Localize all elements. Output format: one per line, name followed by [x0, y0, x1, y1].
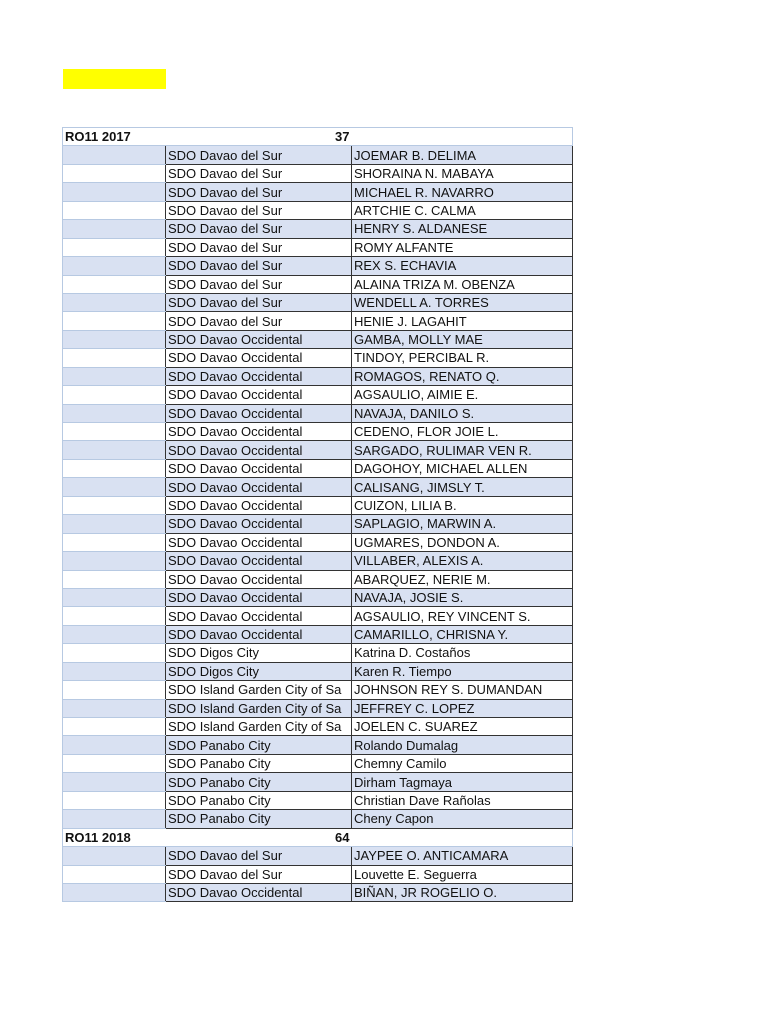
office-cell[interactable]: SDO Panabo City — [166, 736, 352, 754]
table-row — [63, 367, 573, 385]
name-cell[interactable]: ROMAGOS, RENATO Q. — [352, 367, 573, 385]
name-cell[interactable]: WENDELL A. TORRES — [352, 293, 573, 311]
spreadsheet-body — [63, 128, 573, 902]
office-cell[interactable]: SDO Davao Occidental — [166, 404, 352, 422]
office-cell[interactable]: SDO Digos City — [166, 644, 352, 662]
empty-cell[interactable] — [63, 146, 166, 164]
name-cell[interactable]: Katrina D. Costaños — [352, 644, 573, 662]
table-row — [63, 275, 573, 293]
table-row — [63, 699, 573, 717]
table-row — [63, 662, 573, 680]
empty-cell[interactable] — [63, 754, 166, 772]
name-cell[interactable]: ROMY ALFANTE — [352, 238, 573, 256]
office-cell[interactable]: SDO Davao del Sur — [166, 847, 352, 865]
table-row — [63, 220, 573, 238]
name-cell[interactable]: JEFFREY C. LOPEZ — [352, 699, 573, 717]
empty-cell[interactable] — [63, 552, 166, 570]
office-cell[interactable]: SDO Davao Occidental — [166, 496, 352, 514]
office-cell[interactable]: SDO Davao del Sur — [166, 257, 352, 275]
group-count-cell[interactable]: 64 — [166, 828, 352, 846]
table-row — [63, 146, 573, 164]
office-cell[interactable]: SDO Island Garden City of Sa — [166, 699, 352, 717]
office-cell[interactable]: SDO Davao del Sur — [166, 293, 352, 311]
table-row — [63, 183, 573, 201]
empty-cell[interactable] — [63, 386, 166, 404]
name-cell[interactable]: BIÑAN, JR ROGELIO O. — [352, 883, 573, 901]
table-row — [63, 883, 573, 901]
name-cell[interactable]: GAMBA, MOLLY MAE — [352, 330, 573, 348]
table-row — [63, 312, 573, 330]
empty-cell[interactable] — [352, 828, 573, 846]
name-cell[interactable]: REX S. ECHAVIA — [352, 257, 573, 275]
empty-cell[interactable] — [63, 736, 166, 754]
office-cell[interactable]: SDO Davao del Sur — [166, 146, 352, 164]
empty-cell[interactable] — [63, 423, 166, 441]
table-row — [63, 496, 573, 514]
table-row — [63, 164, 573, 182]
name-cell[interactable]: Dirham Tagmaya — [352, 773, 573, 791]
table-row — [63, 386, 573, 404]
highlighted-cell[interactable] — [63, 69, 166, 89]
group-header-row — [63, 828, 573, 846]
group-count-cell[interactable]: 37 — [166, 128, 352, 146]
table-row — [63, 423, 573, 441]
empty-cell[interactable] — [63, 718, 166, 736]
table-row — [63, 478, 573, 496]
office-cell[interactable]: SDO Panabo City — [166, 791, 352, 809]
name-cell[interactable]: CEDENO, FLOR JOIE L. — [352, 423, 573, 441]
empty-cell[interactable] — [63, 570, 166, 588]
empty-cell[interactable] — [63, 404, 166, 422]
table-row — [63, 570, 573, 588]
office-cell[interactable]: SDO Davao Occidental — [166, 367, 352, 385]
empty-cell[interactable] — [63, 293, 166, 311]
name-cell[interactable]: Christian Dave Rañolas — [352, 791, 573, 809]
table-row — [63, 238, 573, 256]
name-cell[interactable]: NAVAJA, JOSIE S. — [352, 588, 573, 606]
table-row — [63, 773, 573, 791]
table-row — [63, 847, 573, 865]
name-cell[interactable]: CALISANG, JIMSLY T. — [352, 478, 573, 496]
table-row — [63, 736, 573, 754]
name-cell[interactable]: SAPLAGIO, MARWIN A. — [352, 515, 573, 533]
office-cell[interactable]: SDO Davao del Sur — [166, 220, 352, 238]
empty-cell[interactable] — [63, 644, 166, 662]
empty-cell[interactable] — [63, 810, 166, 828]
table-row — [63, 681, 573, 699]
office-cell[interactable]: SDO Davao Occidental — [166, 459, 352, 477]
empty-cell[interactable] — [63, 478, 166, 496]
group-header-row — [63, 128, 573, 146]
name-cell[interactable]: DAGOHOY, MICHAEL ALLEN — [352, 459, 573, 477]
name-cell[interactable]: CAMARILLO, CHRISNA Y. — [352, 625, 573, 643]
office-cell[interactable]: SDO Davao Occidental — [166, 515, 352, 533]
office-cell[interactable]: SDO Panabo City — [166, 810, 352, 828]
empty-cell[interactable] — [63, 607, 166, 625]
office-cell[interactable]: SDO Davao Occidental — [166, 349, 352, 367]
empty-cell[interactable] — [63, 183, 166, 201]
group-label-cell[interactable]: RO11 2018 — [63, 828, 166, 846]
name-cell[interactable]: CUIZON, LILIA B. — [352, 496, 573, 514]
empty-cell[interactable] — [63, 496, 166, 514]
group-label-cell[interactable]: RO11 2017 — [63, 128, 166, 146]
name-cell[interactable]: JOEMAR B. DELIMA — [352, 146, 573, 164]
empty-cell[interactable] — [63, 865, 166, 883]
office-cell[interactable]: SDO Davao del Sur — [166, 164, 352, 182]
name-cell[interactable]: ARTCHIE C. CALMA — [352, 201, 573, 219]
empty-cell[interactable] — [63, 349, 166, 367]
name-cell[interactable]: TINDOY, PERCIBAL R. — [352, 349, 573, 367]
table-row — [63, 441, 573, 459]
empty-cell[interactable] — [63, 625, 166, 643]
empty-cell[interactable] — [63, 330, 166, 348]
office-cell[interactable]: SDO Davao Occidental — [166, 883, 352, 901]
name-cell[interactable]: ABARQUEZ, NERIE M. — [352, 570, 573, 588]
table-row — [63, 201, 573, 219]
office-cell[interactable]: SDO Davao del Sur — [166, 201, 352, 219]
office-cell[interactable]: SDO Panabo City — [166, 754, 352, 772]
name-cell[interactable]: VILLABER, ALEXIS A. — [352, 552, 573, 570]
office-cell[interactable]: SDO Davao del Sur — [166, 275, 352, 293]
name-cell[interactable]: HENRY S. ALDANESE — [352, 220, 573, 238]
table-row — [63, 459, 573, 477]
office-cell[interactable]: SDO Panabo City — [166, 773, 352, 791]
table-row — [63, 330, 573, 348]
empty-cell[interactable] — [63, 773, 166, 791]
table-row — [63, 754, 573, 772]
name-cell[interactable]: Rolando Dumalag — [352, 736, 573, 754]
table-row — [63, 644, 573, 662]
empty-cell[interactable] — [63, 275, 166, 293]
table-row — [63, 404, 573, 422]
office-cell[interactable]: SDO Davao Occidental — [166, 625, 352, 643]
empty-cell[interactable] — [63, 662, 166, 680]
name-cell[interactable]: ALAINA TRIZA M. OBENZA — [352, 275, 573, 293]
table-row — [63, 625, 573, 643]
empty-cell[interactable] — [63, 588, 166, 606]
office-cell[interactable]: SDO Davao Occidental — [166, 552, 352, 570]
office-cell[interactable]: SDO Davao del Sur — [166, 183, 352, 201]
empty-cell[interactable] — [352, 128, 573, 146]
table-row — [63, 257, 573, 275]
office-cell[interactable]: SDO Davao del Sur — [166, 865, 352, 883]
name-cell[interactable]: JOELEN C. SUAREZ — [352, 718, 573, 736]
office-cell[interactable]: SDO Digos City — [166, 662, 352, 680]
empty-cell[interactable] — [63, 220, 166, 238]
name-cell[interactable]: Karen R. Tiempo — [352, 662, 573, 680]
table-row — [63, 293, 573, 311]
table-row — [63, 718, 573, 736]
office-cell[interactable]: SDO Davao Occidental — [166, 330, 352, 348]
table-row — [63, 552, 573, 570]
empty-cell[interactable] — [63, 533, 166, 551]
empty-cell[interactable] — [63, 201, 166, 219]
name-cell[interactable]: JAYPEE O. ANTICAMARA — [352, 847, 573, 865]
office-cell[interactable]: SDO Davao Occidental — [166, 386, 352, 404]
table-row — [63, 865, 573, 883]
table-row — [63, 349, 573, 367]
office-cell[interactable]: SDO Davao Occidental — [166, 478, 352, 496]
table-row — [63, 791, 573, 809]
empty-cell[interactable] — [63, 681, 166, 699]
name-cell[interactable]: MICHAEL R. NAVARRO — [352, 183, 573, 201]
name-cell[interactable]: AGSAULIO, REY VINCENT S. — [352, 607, 573, 625]
name-cell[interactable]: Cheny Capon — [352, 810, 573, 828]
office-cell[interactable]: SDO Davao Occidental — [166, 607, 352, 625]
empty-cell[interactable] — [63, 791, 166, 809]
table-row — [63, 607, 573, 625]
table-row — [63, 515, 573, 533]
name-cell[interactable]: Louvette E. Seguerra — [352, 865, 573, 883]
empty-cell[interactable] — [63, 847, 166, 865]
name-cell[interactable]: JOHNSON REY S. DUMANDAN — [352, 681, 573, 699]
name-cell[interactable]: UGMARES, DONDON A. — [352, 533, 573, 551]
name-cell[interactable]: NAVAJA, DANILO S. — [352, 404, 573, 422]
empty-cell[interactable] — [63, 515, 166, 533]
name-cell[interactable]: HENIE J. LAGAHIT — [352, 312, 573, 330]
empty-cell[interactable] — [63, 367, 166, 385]
office-cell[interactable]: SDO Davao Occidental — [166, 533, 352, 551]
empty-cell[interactable] — [63, 257, 166, 275]
empty-cell[interactable] — [63, 238, 166, 256]
spreadsheet-table — [62, 127, 573, 902]
empty-cell[interactable] — [63, 459, 166, 477]
office-cell[interactable]: SDO Davao Occidental — [166, 588, 352, 606]
name-cell[interactable]: Chemny Camilo — [352, 754, 573, 772]
office-cell[interactable]: SDO Island Garden City of Sa — [166, 681, 352, 699]
name-cell[interactable]: AGSAULIO, AIMIE E. — [352, 386, 573, 404]
office-cell[interactable]: SDO Davao del Sur — [166, 238, 352, 256]
empty-cell[interactable] — [63, 312, 166, 330]
name-cell[interactable]: SHORAINA N. MABAYA — [352, 164, 573, 182]
office-cell[interactable]: SDO Davao Occidental — [166, 441, 352, 459]
table-row — [63, 810, 573, 828]
office-cell[interactable]: SDO Davao Occidental — [166, 423, 352, 441]
office-cell[interactable]: SDO Davao Occidental — [166, 570, 352, 588]
empty-cell[interactable] — [63, 164, 166, 182]
office-cell[interactable]: SDO Island Garden City of Sa — [166, 718, 352, 736]
empty-cell[interactable] — [63, 883, 166, 901]
name-cell[interactable]: SARGADO, RULIMAR VEN R. — [352, 441, 573, 459]
empty-cell[interactable] — [63, 441, 166, 459]
table-row — [63, 588, 573, 606]
empty-cell[interactable] — [63, 699, 166, 717]
office-cell[interactable]: SDO Davao del Sur — [166, 312, 352, 330]
table-row — [63, 533, 573, 551]
